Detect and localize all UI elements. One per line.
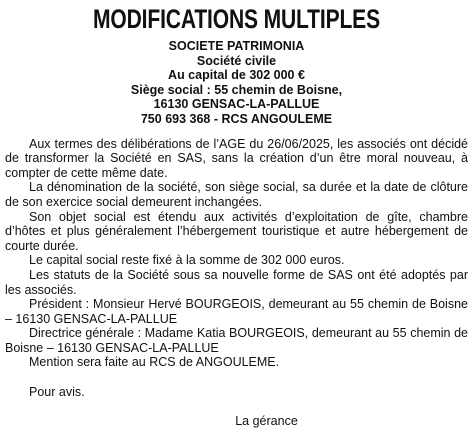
paragraph-unchanged-items: La dénomination de la société, son siège social, sa durée et la date de clôture de son exercice social demeurent inchangées.	[5, 180, 468, 209]
paragraph-transformation: Aux termes des délibérations de l’AGE du 26/06/2025, les associés ont décidé de transformer la Société en SAS, sans la création d’un être moral nouveau, à compter de cette même date.	[5, 136, 468, 180]
signature: La gérance	[235, 413, 298, 428]
notice-title: MODIFICATIONS MULTIPLES	[93, 4, 380, 34]
company-capital: Au capital de 302 000 €	[168, 68, 305, 83]
company-form: Société civile	[196, 53, 277, 68]
company-rcs: 750 693 368 - RCS ANGOULEME	[140, 111, 333, 126]
paragraph-rcs-mention: Mention sera faite au RCS de ANGOULEME.	[29, 355, 280, 370]
company-header	[5, 39, 468, 127]
company-name: SOCIETE PATRIMONIA	[168, 39, 305, 53]
company-address-line2: 16130 GENSAC-LA-PALLUE	[153, 97, 320, 112]
paragraph-president: Président : Monsieur Hervé BOURGEOIS, demeurant au 55 chemin de Boisne – 16130 GENSAC-LA-PALLUE	[5, 297, 468, 326]
paragraph-capital: Le capital social reste fixé à la somme de 302 000 euros.	[29, 253, 345, 268]
notice-body	[5, 137, 468, 400]
paragraph-statutes: Les statuts de la Société sous sa nouvelle forme de SAS ont été adoptés par les associés.	[5, 267, 468, 297]
closing-text: Pour avis.	[29, 384, 85, 399]
paragraph-general-director: Directrice générale : Madame Katia BOURGEOIS, demeurant au 55 chemin de Boisne – 16130 GENSAC-LA-PALLUE	[5, 326, 468, 355]
paragraph-social-object: Son objet social est étendu aux activités d’exploitation de gîte, chambre d’hôtes et plus généralement l’hébergement touristique et autre hébergement de courte durée.	[5, 209, 468, 253]
company-address-line1: Siège social : 55 chemin de Boisne,	[130, 82, 343, 97]
